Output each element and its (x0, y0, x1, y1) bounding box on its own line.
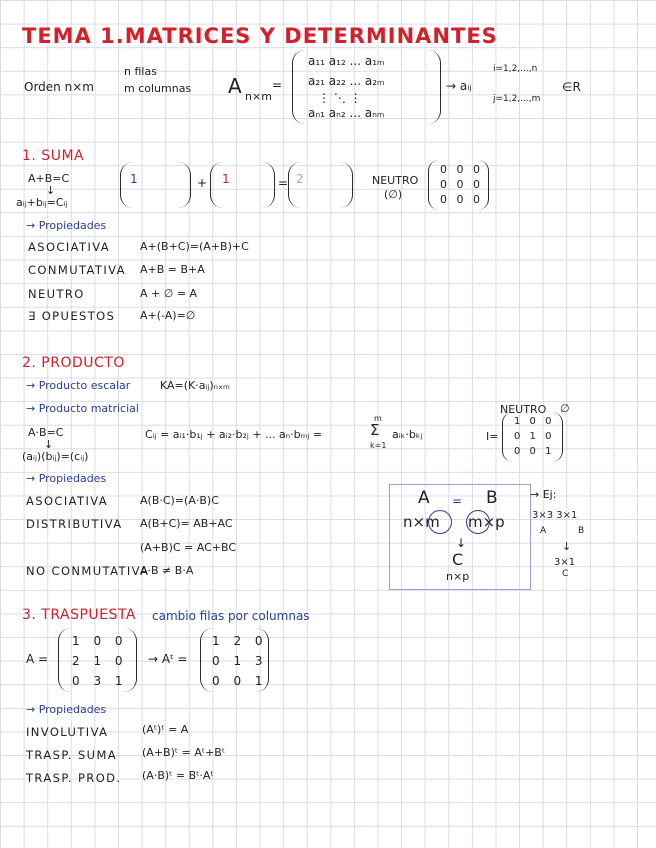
sum-matrix-3-value: 2 (296, 172, 304, 186)
prop-rule: A + ∅ = A (140, 287, 198, 300)
suma-heading: 1. SUMA (22, 148, 85, 164)
ej-b: B (578, 526, 585, 536)
box-c: C (452, 550, 464, 569)
identity-row: 1 0 0 (514, 416, 555, 427)
sum-matrix-2-value: 1 (222, 172, 230, 186)
general-matrix-row: aₙ₁ aₙ₂ ... aₙₘ (308, 106, 385, 120)
matrix-a-symbol: A (228, 74, 242, 98)
identity-right (552, 412, 563, 462)
orden-label: Orden n×m (24, 80, 94, 94)
prop-name: TRASP. SUMA (26, 748, 118, 762)
ej-label: → Ej: (530, 488, 557, 501)
box-b: B (486, 488, 498, 508)
prop-rule: (A+B)C = AC+BC (140, 541, 237, 554)
trasp-a-row: 1 0 0 (72, 634, 128, 648)
box-dims-c: n×p (446, 570, 470, 583)
trasp-at-row: 0 0 1 (212, 674, 268, 688)
trasp-a-row: 2 1 0 (72, 654, 128, 668)
prop-name: CONMUTATIVA (28, 263, 126, 277)
suma-arrow: ↓ (46, 184, 56, 197)
identity-row: 0 1 0 (514, 431, 555, 442)
producto-eq2: (aᵢⱼ)(bᵢⱼ)=(cᵢⱼ) (22, 450, 89, 463)
trasp-a-left (58, 628, 71, 692)
sum-matrix-3-right (340, 162, 353, 208)
cij-formula: Cᵢⱼ = aᵢ₁·b₁ⱼ + aᵢ₂·b₂ⱼ + ... aₙ·bₘⱼ = (145, 428, 323, 441)
identity-label: I= (486, 430, 499, 443)
producto-eq1: A·B=C (28, 426, 64, 439)
columnas-label: m columnas (124, 82, 192, 95)
producto-props-label: → Propiedades (26, 472, 107, 485)
suma-props-label: → Propiedades (26, 219, 107, 232)
prop-name: ASOCIATIVA (26, 494, 109, 508)
general-matrix-row: a₂₁ a₂₂ ... a₂ₘ (308, 74, 385, 88)
trasp-a-right (124, 628, 137, 692)
sum-symbol: Σ (370, 421, 380, 439)
circle-m-right (466, 510, 490, 534)
box-arrow: ↓ (456, 536, 467, 550)
trasp-at-right (256, 628, 269, 692)
equals-sign: = (278, 176, 289, 190)
prop-name: TRASP. PROD. (26, 771, 122, 785)
filas-label: n filas (124, 65, 157, 78)
matrix-a-dims: n×m (245, 90, 272, 103)
sum-top: m (374, 414, 382, 423)
trasp-at-row: 0 1 3 (212, 654, 268, 668)
suma-eq1: A+B=C (28, 172, 70, 185)
box-eq: = (452, 494, 463, 508)
prop-rule: (A·B)ᵗ = Bᵗ·Aᵗ (142, 769, 214, 782)
j-range: j=1,2,...,m (493, 94, 541, 104)
suma-eq2: aᵢⱼ+bᵢⱼ=Cᵢⱼ (16, 196, 68, 209)
neutro-label: NEUTRO (372, 174, 419, 187)
trasp-a-row: 0 3 1 (72, 674, 128, 688)
ej-result: 3×1 (554, 557, 576, 568)
producto-arrow: ↓ (44, 438, 54, 451)
box-a: A (418, 488, 430, 508)
sum-bottom: k=1 (370, 441, 387, 450)
prop-name: NO CONMUTATIVA (26, 564, 150, 578)
trasp-at-row: 1 2 0 (212, 634, 268, 648)
general-matrix-row: a₁₁ a₁₂ ... a₁ₘ (308, 54, 385, 68)
plus-sign: + (197, 176, 208, 190)
zero-matrix-row: 0 0 0 (440, 178, 483, 191)
sum-matrix-1-right (178, 162, 191, 208)
escalar-eq: KA=(K·aᵢⱼ)ₙₓₘ (160, 379, 230, 392)
ej-arrow: ↓ (562, 540, 572, 553)
prop-name: INVOLUTIVA (26, 725, 109, 739)
matricial-label: → Producto matricial (26, 402, 139, 415)
identity-neutro-label: NEUTRO (500, 403, 547, 416)
page-title: TEMA 1.MATRICES Y DETERMINANTES (22, 24, 498, 48)
zero-matrix-right (478, 160, 489, 210)
prop-rule: A(B+C)= AB+AC (140, 517, 233, 530)
box-dims-left: n×m (403, 513, 440, 531)
trasp-a-label: A = (26, 652, 49, 666)
general-matrix-left-paren (292, 50, 305, 124)
prop-name: DISTRIBUTIVA (26, 517, 123, 531)
escalar-label: → Producto escalar (26, 379, 131, 392)
zero-matrix-row: 0 0 0 (440, 193, 483, 206)
ej-c: C (562, 569, 569, 579)
sum-matrix-2-right (262, 162, 275, 208)
prop-name: ASOCIATIVA (28, 240, 111, 254)
prop-rule: A+(B+C)=(A+B)+C (140, 240, 249, 253)
i-range: i=1,2,...,n (493, 64, 538, 74)
identity-left (502, 412, 513, 462)
identity-neutro-symbol: ∅ (560, 402, 570, 415)
general-matrix-row: ⋮ ⋱ ⋮ (318, 91, 362, 105)
in-r-label: ∈R (562, 80, 581, 94)
trasp-props-label: → Propiedades (26, 703, 107, 716)
traspuesta-sub: cambio filas por columnas (152, 609, 310, 623)
traspuesta-heading: 3. TRASPUESTA (22, 607, 136, 623)
ej-a: A (540, 526, 547, 536)
prop-rule: A+(-A)=∅ (140, 309, 196, 322)
aij-label: → aᵢⱼ (446, 79, 472, 93)
neutro-symbol: (∅) (384, 188, 403, 201)
general-matrix-right-paren (428, 50, 441, 124)
trasp-arrow: → Aᵗ = (148, 652, 188, 666)
prop-name: NEUTRO (28, 287, 85, 301)
identity-row: 0 0 1 (514, 446, 555, 457)
prop-rule: (A+B)ᵗ = Aᵗ+Bᵗ (142, 746, 226, 759)
producto-heading: 2. PRODUCTO (22, 355, 125, 371)
box-dims-right: m×p (468, 513, 505, 531)
sum-matrix-1-value: 1 (130, 172, 138, 186)
prop-rule: (Aᵗ)ᵗ = A (142, 723, 189, 736)
prop-name: ∃ OPUESTOS (28, 309, 116, 323)
ej-dims: 3×3 3×1 (532, 510, 578, 521)
prop-rule: A·B ≠ B·A (140, 564, 194, 577)
zero-matrix-row: 0 0 0 (440, 163, 483, 176)
zero-matrix-left (428, 160, 439, 210)
sum-term: aᵢₖ·bₖⱼ (392, 428, 423, 441)
prop-rule: A+B = B+A (140, 263, 205, 276)
prop-rule: A(B·C)=(A·B)C (140, 494, 219, 507)
circle-m-left (428, 510, 452, 534)
